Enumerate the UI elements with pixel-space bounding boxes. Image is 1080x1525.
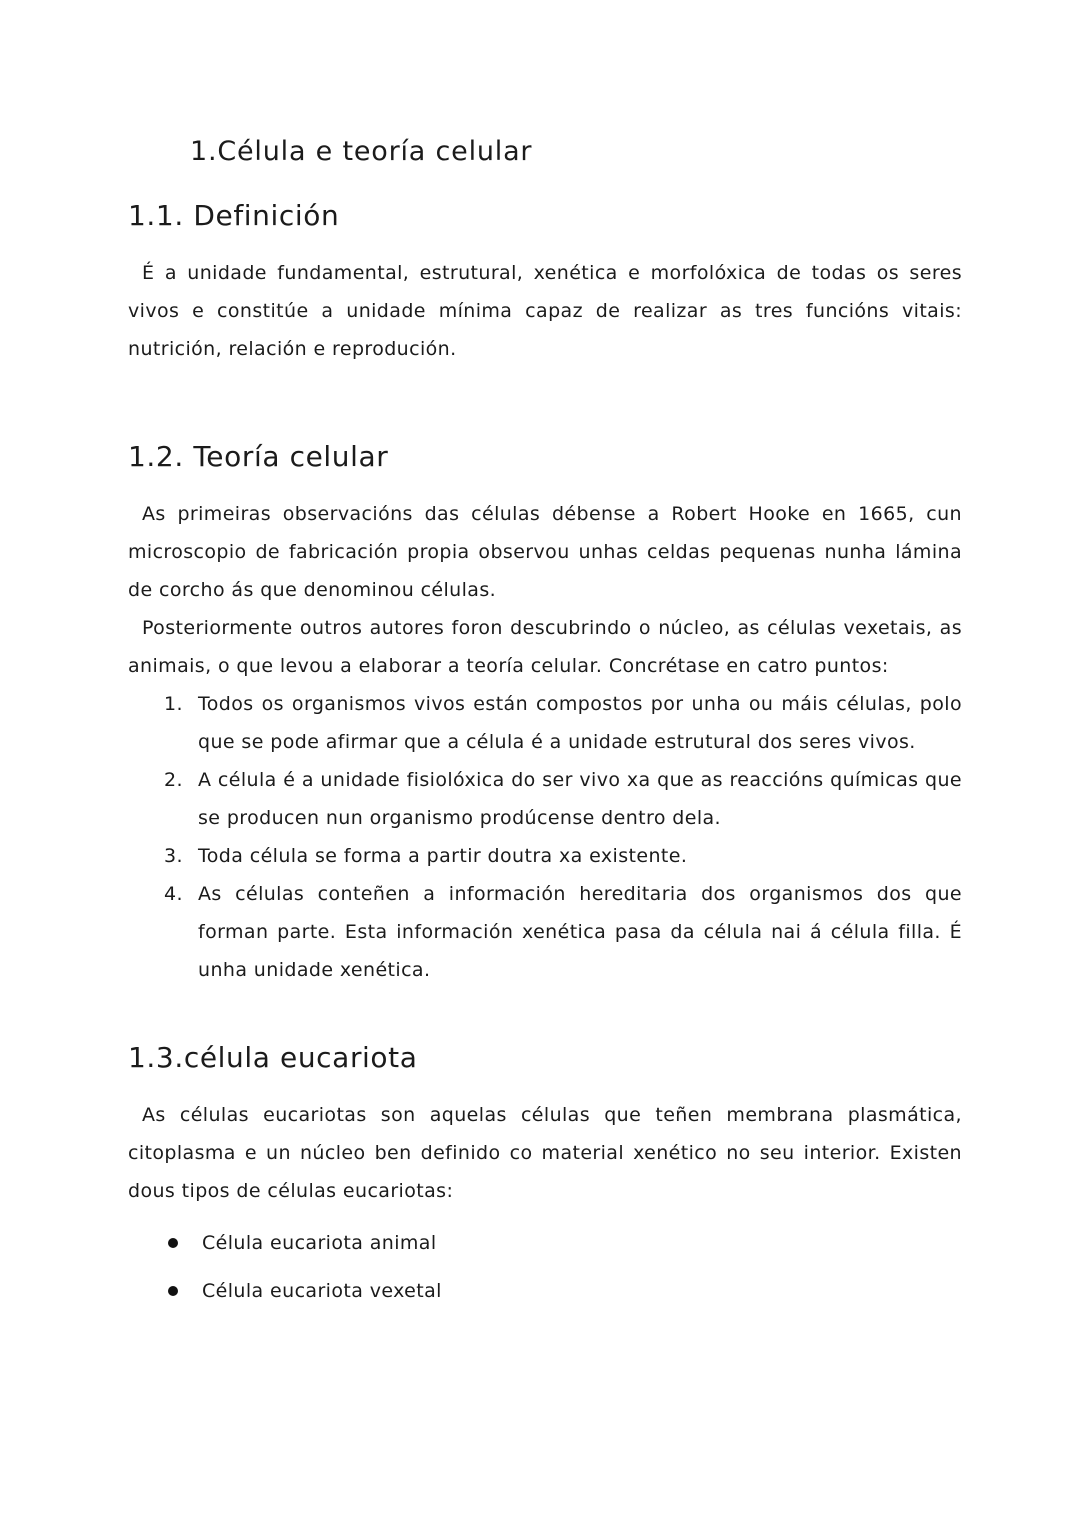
- numbered-item-1: [128, 685, 962, 761]
- section-heading-definicion: 1.1. Definición: [128, 199, 340, 232]
- numbered-list-teoria-celular: [128, 685, 962, 989]
- numbered-item-1-marker: 1.: [164, 693, 183, 715]
- paragraph-posteriormente: Posteriormente outros autores foron descubrindo o núcleo, as células vexetais, as animais, o que levou a elaborar a teoría celular. Concrétase en catro puntos:: [128, 617, 962, 677]
- bullet-item-vexetal: [128, 1272, 962, 1310]
- bullet-item-animal: [128, 1224, 962, 1262]
- section-heading-celula-eucariota: 1.3.célula eucariota: [128, 1041, 418, 1074]
- numbered-item-2: [128, 761, 962, 837]
- bullet-list-eucariotas: [128, 1224, 962, 1310]
- section-definicion: [128, 199, 962, 368]
- paragraph-hooke: As primeiras observacións das células débense a Robert Hooke en 1665, cun microscopio de fabricación propia observou unhas celdas pequenas nunha lámina de corcho ás que denominou células.: [128, 503, 962, 601]
- numbered-item-3-marker: 3.: [164, 845, 183, 867]
- numbered-item-4: [128, 875, 962, 989]
- numbered-item-4-text: As células conteñen a información hereditaria dos organismos dos que forman parte. Esta información xenética pasa da célula nai á célula filla. É unha unidade xenética.: [198, 883, 962, 981]
- numbered-item-3: [128, 837, 962, 875]
- numbered-item-1-text: Todos os organismos vivos están compostos por unha ou máis células, polo que se pode afirmar que a célula é a unidade estrutural dos seres vivos.: [198, 693, 962, 753]
- numbered-item-2-marker: 2.: [164, 769, 183, 791]
- paragraph-definicion: É a unidade fundamental, estrutural, xenética e morfolóxica de todas os seres vivos e constitúe a unidade mínima capaz de realizar as tres funcións vitais: nutrición, relación e reprodución.: [128, 262, 962, 360]
- section-teoria-celular: [128, 440, 962, 989]
- section-heading-teoria-celular: 1.2. Teoría celular: [128, 440, 389, 473]
- bullet-icon: [168, 1238, 178, 1248]
- bullet-item-vexetal-text: Célula eucariota vexetal: [202, 1280, 442, 1302]
- paragraph-eucariotas: As células eucariotas son aquelas células que teñen membrana plasmática, citoplasma e un núcleo ben definido co material xenético no seu interior. Existen dous tipos de células eucariotas:: [128, 1104, 962, 1202]
- bullet-item-animal-text: Célula eucariota animal: [202, 1232, 437, 1254]
- numbered-item-3-text: Toda célula se forma a partir doutra xa existente.: [198, 845, 688, 867]
- section-celula-eucariota: [128, 1041, 962, 1310]
- numbered-item-2-text: A célula é a unidade fisiolóxica do ser vivo xa que as reaccións químicas que se producen nun organismo prodúcense dentro dela.: [198, 769, 962, 829]
- page-title: 1.Célula e teoría celular: [190, 136, 533, 167]
- bullet-icon: [168, 1286, 178, 1296]
- numbered-item-4-marker: 4.: [164, 883, 183, 905]
